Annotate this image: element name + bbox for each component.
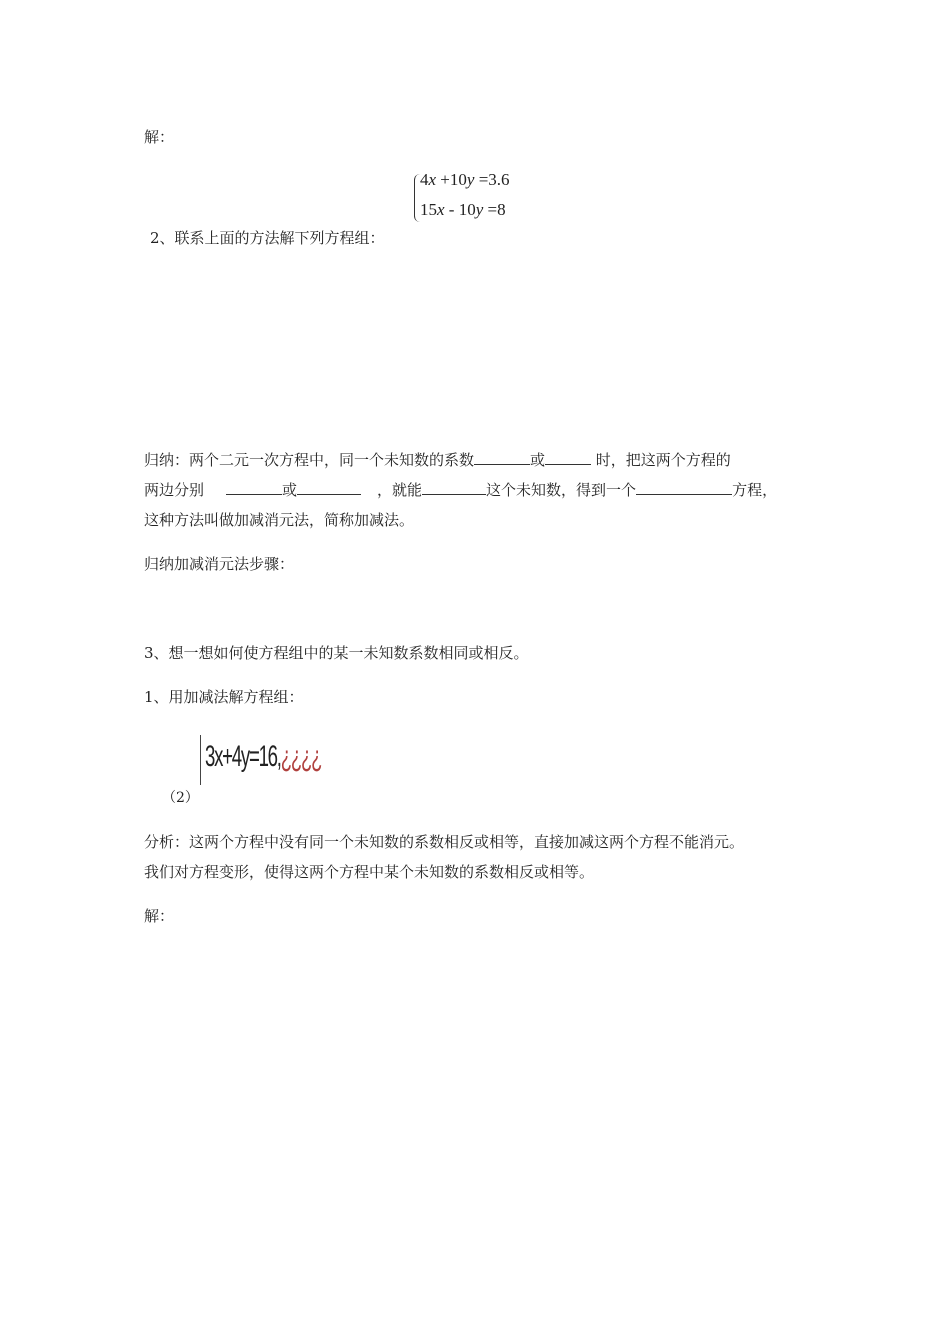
solve-label-2: 解： [144, 907, 175, 925]
solve-label-1: 解： [144, 128, 175, 146]
equation-2: 15x - 10y =8 [420, 200, 506, 219]
summary-line-3: 这种方法叫做加减消元法，简称加减法。 [144, 511, 415, 529]
question-1: 1、用加减法解方程组： [144, 688, 304, 706]
blank-6[interactable] [636, 480, 732, 495]
equation-label-2: （2） [162, 790, 199, 806]
blank-1[interactable] [474, 450, 530, 465]
blank-5[interactable] [422, 480, 486, 495]
equation-1: 4x +10y =3.6 [420, 170, 510, 189]
analysis-line-2: 我们对方程变形，使得这两个方程中某个未知数的系数相反或相等。 [144, 863, 595, 881]
question-3: 3、想一想如何使方程组中的某一未知数系数相同或相反。 [144, 644, 529, 662]
analysis-line-1: 分析：这两个方程中没有同一个未知数的系数相反或相等，直接加减这两个方程不能消元。 [144, 833, 745, 851]
equation-system-2: 3x+4y=16,¿¿¿¿ [205, 740, 322, 773]
blank-2[interactable] [545, 450, 591, 465]
blank-4[interactable] [297, 480, 361, 495]
summary-line-1: 归纳：两个二元一次方程中，同一个未知数的系数 或 时，把这两个方程的 [144, 451, 731, 469]
steps-label: 归纳加减消元法步骤： [144, 555, 295, 573]
summary-line-2: 两边分别 或 ，就能 这个未知数，得到一个 方程， [144, 481, 778, 499]
blank-3[interactable] [226, 480, 282, 495]
question-2: 2、联系上面的方法解下列方程组： [150, 229, 385, 247]
brace-line-icon [200, 735, 201, 785]
